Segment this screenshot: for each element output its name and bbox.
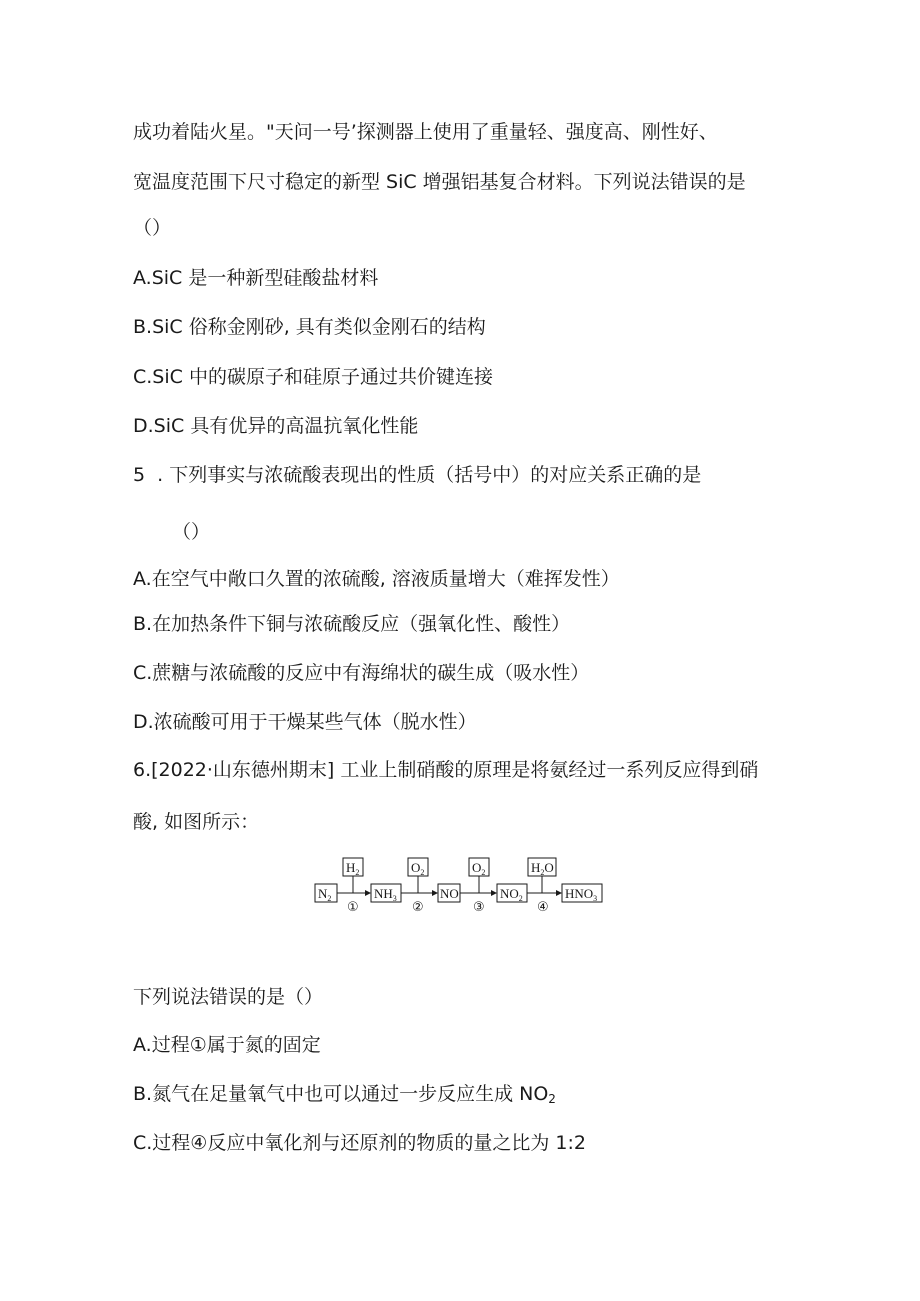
q5-option-c: C.蔗糖与浓硫酸的反应中有海绵状的碳生成（吸水性）: [133, 662, 590, 684]
q6-option-a: A.过程①属于氮的固定: [133, 1034, 321, 1056]
q5-option-d: D.浓硫酸可用于干燥某些气体（脱水性）: [133, 711, 477, 733]
step-2-label: ②: [412, 900, 424, 912]
reagent-o2-a: $O_2$: [411, 860, 425, 877]
q5-stem: 5 . 下列事实与浓硫酸表现出的性质（括号中）的对应关系正确的是: [133, 464, 702, 486]
q6-question: 下列说法错误的是（）: [133, 986, 324, 1008]
q4-option-a: A.SiC 是一种新型硅酸盐材料: [133, 267, 379, 289]
reagent-o2-b: $O_2$: [472, 860, 486, 877]
step-3-label: ③: [473, 900, 485, 912]
q5-option-a: A.在空气中敞口久置的浓硫酸, 溶液质量增大（难挥发性）: [133, 568, 620, 590]
species-no: NO: [440, 886, 459, 901]
q4-option-d: D.SiC 具有优异的高温抗氧化性能: [133, 415, 419, 437]
q5-option-b: B.在加热条件下铜与浓硫酸反应（强氧化性、酸性）: [133, 613, 571, 635]
q6-option-b-subscript: 2: [548, 1092, 556, 1106]
species-hno3: $HNO_3$: [565, 886, 598, 903]
q6-stem-line2: 酸, 如图所示：: [133, 811, 260, 833]
q6-option-b: [133, 1082, 556, 1111]
q4-option-b: B.SiC 俗称金刚砂, 具有类似金刚石的结构: [133, 316, 486, 338]
species-n2: $N_2$: [318, 886, 332, 903]
q4-stem-line1: 成功着陆火星。"天问一号’探测器上使用了重量轻、强度高、刚性好、: [133, 121, 718, 143]
q4-option-c: C.SiC 中的碳原子和硅原子通过共价键连接: [133, 366, 493, 388]
reagent-h2: $H_2$: [346, 860, 360, 877]
q4-answer-bracket: （）: [133, 217, 172, 239]
species-no2: $NO_2$: [500, 886, 523, 903]
species-nh3: $NH_3$: [374, 886, 397, 903]
q5-answer-bracket: （）: [172, 521, 211, 543]
q4-stem-line2: 宽温度范围下尺寸稳定的新型 SiC 增强铝基复合材料。下列说法错误的是: [133, 171, 746, 193]
nitric-acid-process-diagram: [312, 856, 604, 912]
reagent-h2o: $H_2O$: [531, 860, 554, 877]
q6-option-b-text: B.氮气在足量氧气中也可以通过一步反应生成 NO: [133, 1083, 549, 1105]
step-1-label: ①: [347, 900, 359, 912]
step-4-label: ④: [537, 900, 549, 912]
q6-stem-line1: 6.[2022·山东德州期末] 工业上制硝酸的原理是将氨经过一系列反应得到硝: [133, 759, 759, 781]
q6-option-c: C.过程④反应中氧化剂与还原剂的物质的量之比为 1:2: [133, 1132, 586, 1154]
